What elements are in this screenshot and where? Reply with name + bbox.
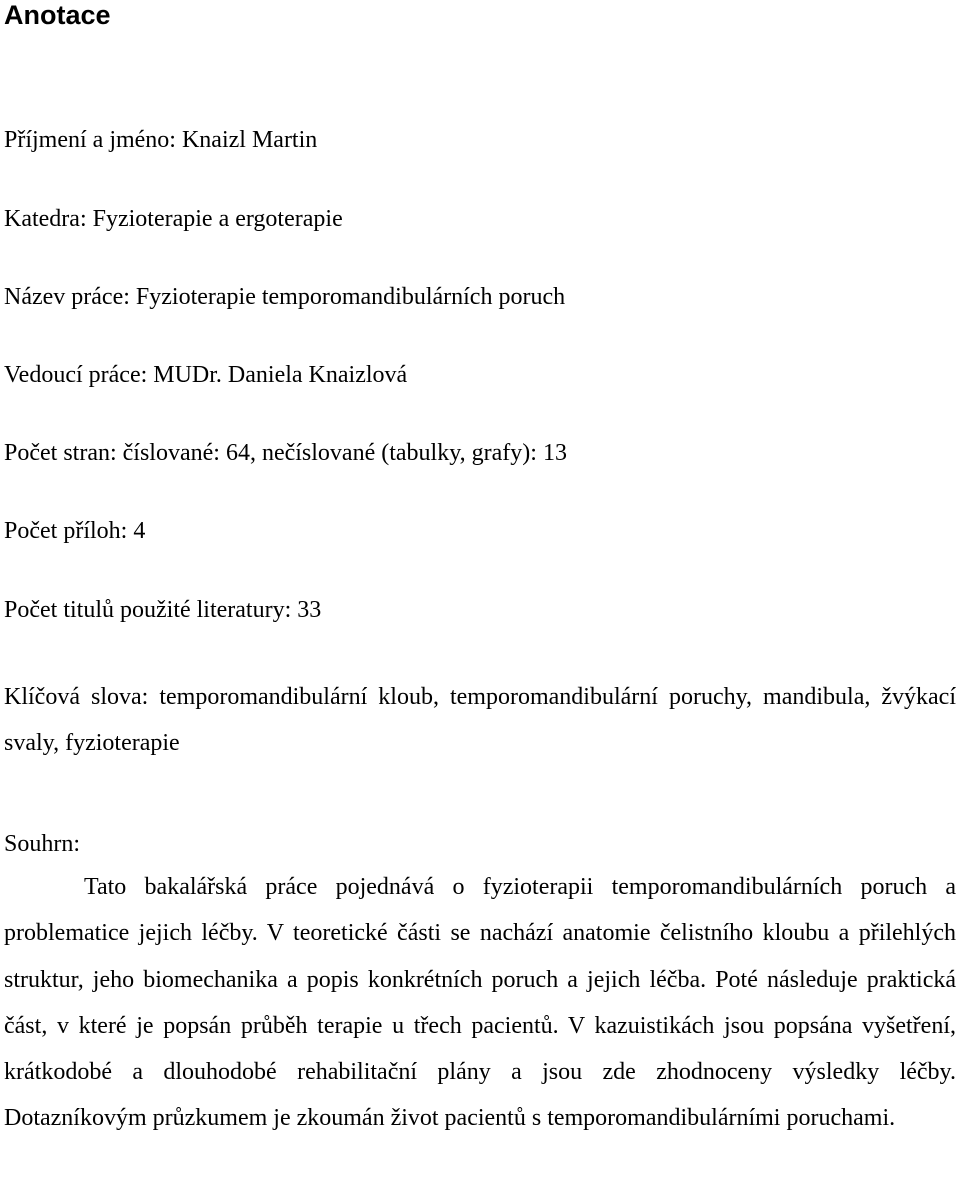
appendix-count-line: Počet příloh: 4: [4, 518, 146, 544]
page-count-line: Počet stran: číslované: 64, nečíslované (tabulky, grafy): 13: [4, 440, 567, 466]
author-line: Příjmení a jméno: Knaizl Martin: [4, 127, 318, 153]
thesis-title-line: Název práce: Fyzioterapie temporomandibulárních poruch: [4, 284, 566, 310]
supervisor-line: Vedoucí práce: MUDr. Daniela Knaizlová: [4, 362, 408, 388]
literature-count-line: Počet titulů použité literatury: 33: [4, 597, 322, 623]
summary-label: Souhrn:: [4, 831, 81, 857]
summary-paragraph: Tato bakalářská práce pojednává o fyzioterapii temporomandibulárních poruch a problematice jejich léčby. V teoretické části se nachází anatomie čelistního kloubu a přilehlých struktur, jeho biomechanika a popis konkrétních poruch a jejich léčba. Poté následuje praktická část, v které je popsán průběh terapie u třech pacientů. V kazuistikách jsou popsána vyšetření, krátkodobé a dlouhodobé rehabilitační plány a jsou zde zhodnoceny výsledky léčby. Dotazníkovým průzkumem je zkoumán život pacientů s temporomandibulárními poruchami.: [4, 874, 956, 1132]
page-title: Anotace: [4, 0, 111, 30]
department-line: Katedra: Fyzioterapie a ergoterapie: [4, 206, 343, 232]
keywords-paragraph: Klíčová slova: temporomandibulární kloub, temporomandibulární poruchy, mandibula, žvýkací svaly, fyzioterapie: [4, 684, 956, 756]
document-page: [4, 0, 956, 1184]
